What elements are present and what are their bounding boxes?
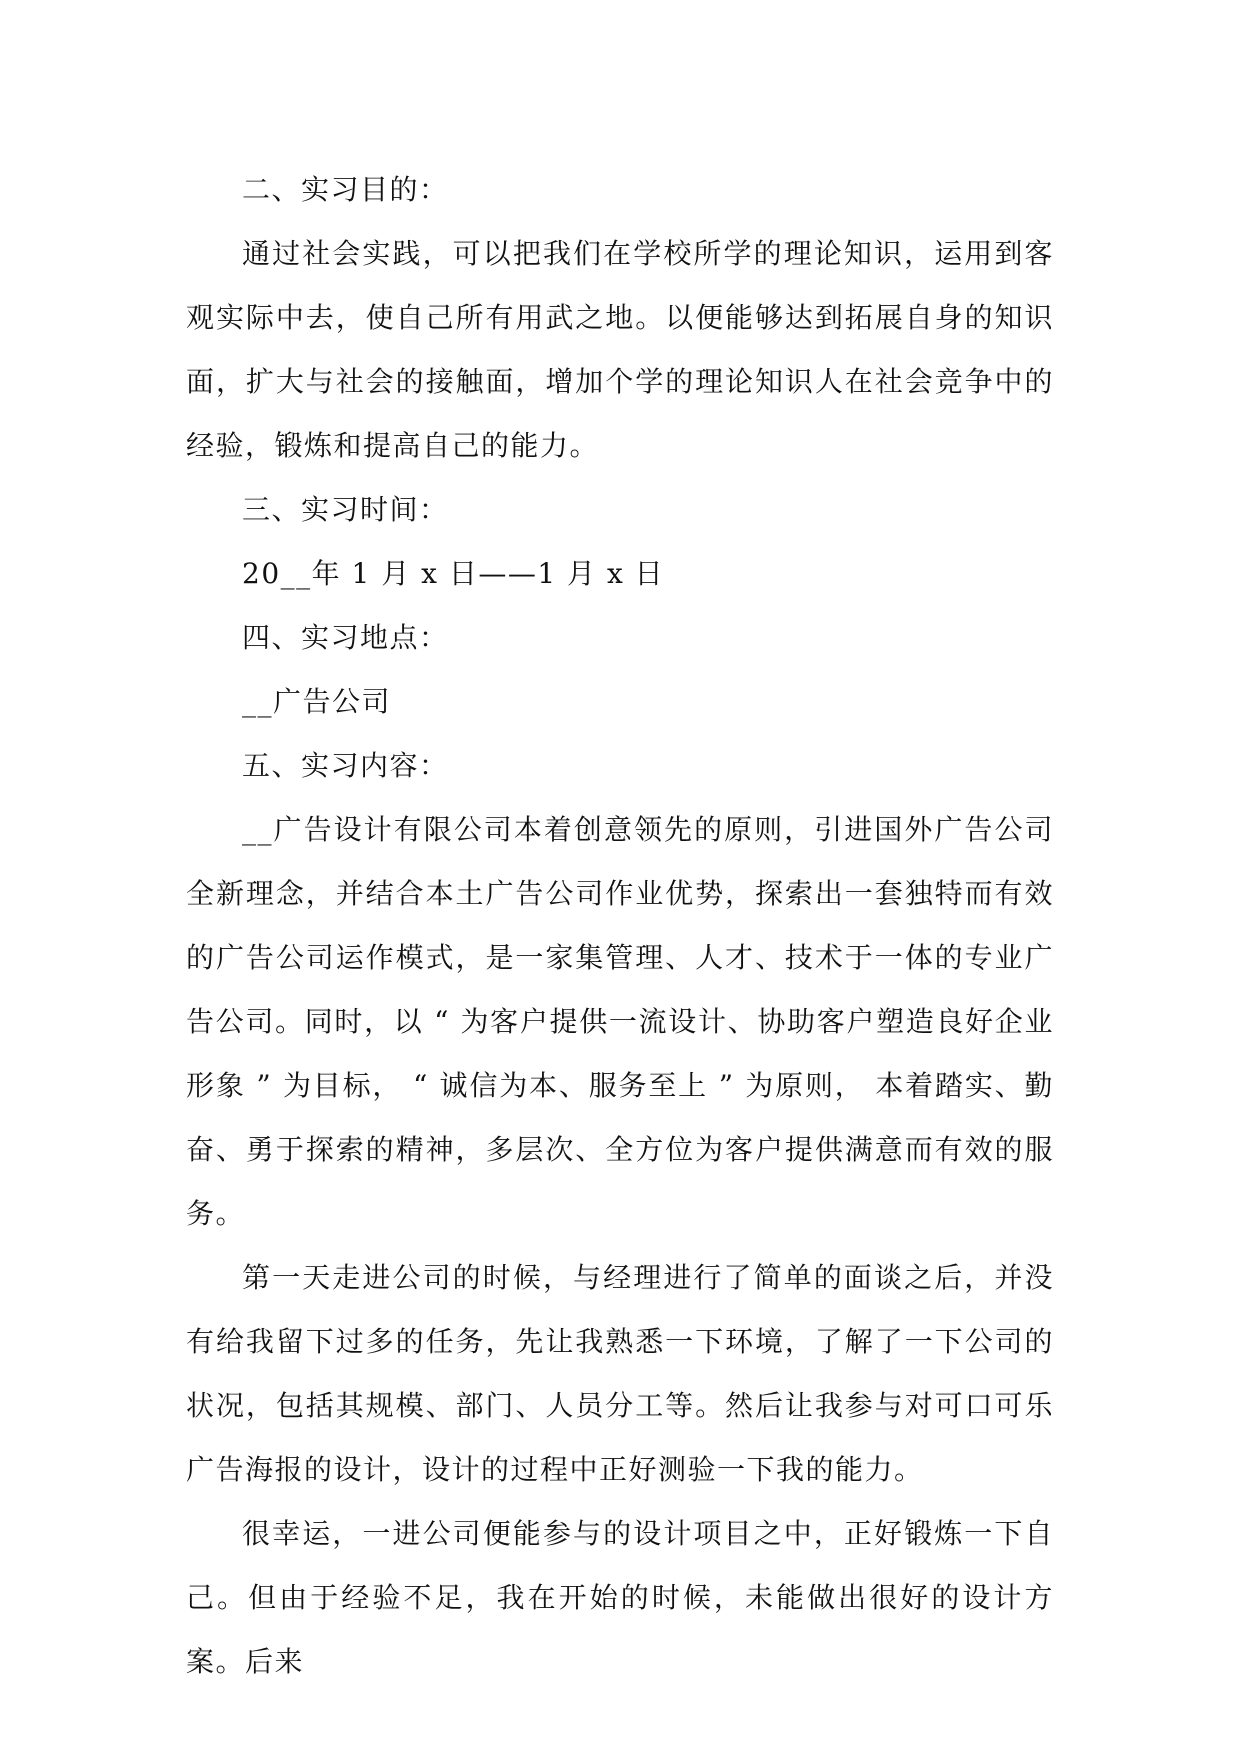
paragraph-lucky: 很幸运，一进公司便能参与的设计项目之中，正好锻炼一下自己。但由于经验不足，我在开始的时候，未能做出很好的设计方案。后来 bbox=[186, 1517, 1054, 1678]
document-body bbox=[186, 158, 1054, 1694]
paragraph-company-intro: __广告设计有限公司本着创意领先的原则，引进国外广告公司全新理念，并结合本土广告公司作业优势，探索出一套独特而有效的广告公司运作模式，是一家集管理、人才、技术于一体的专业广告公司。同时，以 “ 为客户提供一流设计、协助客户塑造良好企业形象 ” 为目标， “ 诚信为本、服务至上 ” 为原则， 本着踏实、勤奋、勇于探索的精神，多层次、全方位为客户提供满意而有效的服务。 bbox=[186, 813, 1054, 1230]
section-heading-location: 四、实习地点： bbox=[242, 621, 449, 654]
section-heading-time: 三、实习时间： bbox=[242, 493, 449, 526]
section-heading-purpose: 二、实习目的： bbox=[242, 173, 449, 206]
paragraph-location: __广告公司 bbox=[242, 685, 392, 718]
paragraph-time: 20__年 1 月 x 日——1 月 x 日 bbox=[242, 557, 665, 590]
section-heading-content: 五、实习内容： bbox=[242, 749, 449, 782]
paragraph-first-day: 第一天走进公司的时候，与经理进行了简单的面谈之后，并没有给我留下过多的任务，先让我熟悉一下环境，了解了一下公司的状况，包括其规模、部门、人员分工等。然后让我参与对可口可乐广告海报的设计，设计的过程中正好测验一下我的能力。 bbox=[186, 1261, 1054, 1486]
paragraph-purpose: 通过社会实践，可以把我们在学校所学的理论知识，运用到客观实际中去，使自己所有用武之地。以便能够达到拓展自身的知识面，扩大与社会的接触面，增加个学的理论知识人在社会竞争中的经验，锻炼和提高自己的能力。 bbox=[186, 237, 1054, 462]
